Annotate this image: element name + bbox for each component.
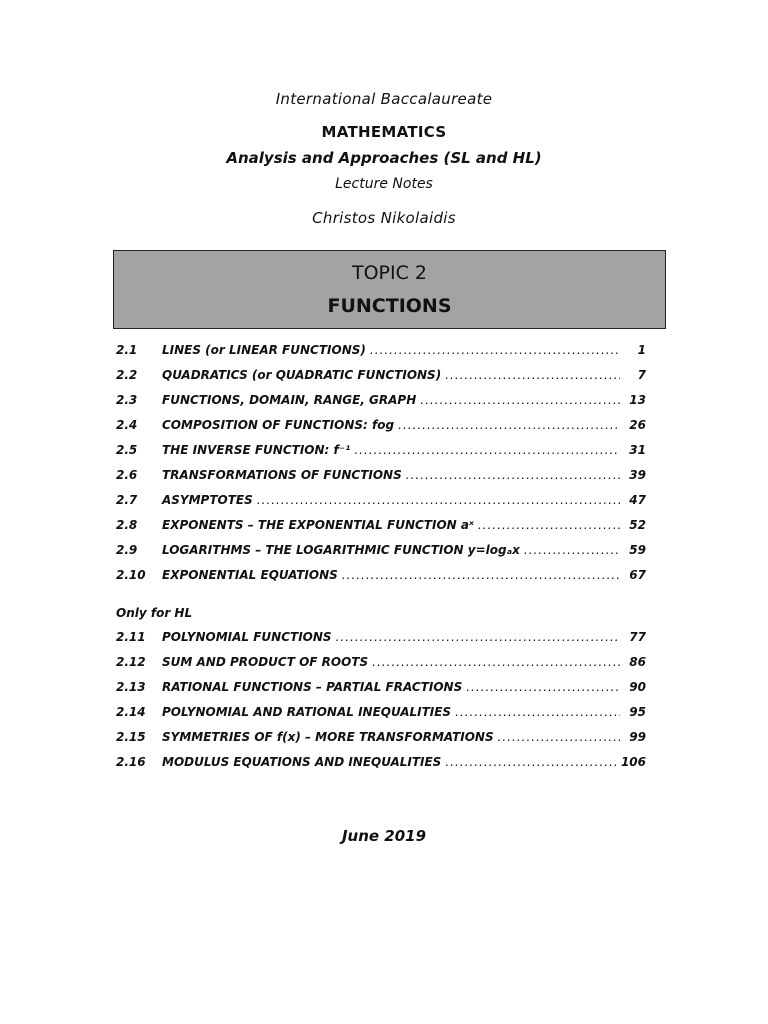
toc-entry-page: 26 (629, 418, 646, 432)
toc-entry-page: 52 (629, 518, 646, 532)
toc-entry[interactable] (116, 730, 646, 755)
toc-entry-number: 2.14 (116, 705, 146, 719)
topic-title: FUNCTIONS (327, 295, 452, 317)
topic-number: TOPIC 2 (351, 262, 428, 284)
toc-entry-number: 2.5 (116, 443, 138, 457)
toc-entry-number: 2.13 (116, 680, 146, 694)
toc-entry-title: POLYNOMIAL FUNCTIONS (162, 630, 332, 644)
toc-entry[interactable] (116, 655, 646, 680)
toc-entry-number: 2.10 (116, 568, 146, 582)
toc-entry[interactable] (116, 518, 646, 543)
subject-title: MATHEMATICS (321, 123, 447, 141)
toc-dot-leader (372, 655, 620, 669)
toc-entry-title: COMPOSITION OF FUNCTIONS: fog (162, 418, 395, 432)
toc-dot-leader (466, 680, 620, 694)
toc-dot-leader (398, 418, 620, 432)
toc-entry-page: 39 (629, 468, 646, 482)
toc-hl-heading (116, 593, 646, 630)
toc-entry[interactable] (116, 393, 646, 418)
toc-entry-title: EXPONENTS – THE EXPONENTIAL FUNCTION aˣ (162, 518, 474, 532)
toc-entry-title: SUM AND PRODUCT OF ROOTS (162, 655, 369, 669)
toc-entry-page: 99 (629, 730, 646, 744)
toc-dot-leader (354, 443, 620, 457)
toc-dot-leader (455, 705, 620, 719)
organization-title: International Baccalaureate (275, 90, 493, 108)
toc-entry-number: 2.4 (116, 418, 138, 432)
toc-entry-number: 2.12 (116, 655, 146, 669)
toc-entry-number: 2.16 (116, 755, 146, 769)
toc-entry-title: TRANSFORMATIONS OF FUNCTIONS (162, 468, 402, 482)
toc-entry[interactable] (116, 543, 646, 568)
toc-dot-leader (406, 468, 620, 482)
author-name: Christos Nikolaidis (312, 209, 456, 227)
toc-entry-title: ASYMPTOTES (162, 493, 253, 507)
toc-entry-title: LINES (or LINEAR FUNCTIONS) (162, 343, 366, 357)
toc-entry-number: 2.3 (116, 393, 138, 407)
toc-entry-page: 47 (629, 493, 646, 507)
toc-dot-leader (445, 368, 620, 382)
hl-label: Only for HL (116, 606, 193, 620)
toc-entry[interactable] (116, 468, 646, 493)
course-title: Analysis and Approaches (SL and HL) (226, 149, 542, 167)
toc-dot-leader (420, 393, 620, 407)
toc-entry-title: LOGARITHMS – THE LOGARITHMIC FUNCTION y=logₐx (162, 543, 520, 557)
toc-entry-page: 86 (629, 655, 646, 669)
toc-entry-title: QUADRATICS (or QUADRATIC FUNCTIONS) (162, 368, 442, 382)
toc-entry-page: 1 (637, 343, 646, 357)
toc-entry-title: POLYNOMIAL AND RATIONAL INEQUALITIES (162, 705, 452, 719)
toc-entry[interactable] (116, 368, 646, 393)
toc-dot-leader (478, 518, 620, 532)
toc-entry-page: 13 (629, 393, 646, 407)
toc-dot-leader (498, 730, 620, 744)
toc-entry[interactable] (116, 343, 646, 368)
toc-entry[interactable] (116, 630, 646, 655)
toc-entry[interactable] (116, 705, 646, 730)
toc-entry[interactable] (116, 443, 646, 468)
toc-entry-title: THE INVERSE FUNCTION: f⁻¹ (162, 443, 351, 457)
toc-dot-leader (370, 343, 620, 357)
toc-dot-leader (257, 493, 620, 507)
toc-entry[interactable] (116, 568, 646, 593)
document-type: Lecture Notes (335, 176, 433, 192)
publication-date: June 2019 (341, 827, 427, 845)
toc-entry-number: 2.11 (116, 630, 146, 644)
toc-entry-page: 31 (629, 443, 646, 457)
table-of-contents (116, 343, 646, 780)
toc-entry-page: 59 (629, 543, 646, 557)
toc-entry-page: 90 (629, 680, 646, 694)
toc-entry[interactable] (116, 493, 646, 518)
toc-entry-title: MODULUS EQUATIONS AND INEQUALITIES (162, 755, 442, 769)
toc-entry-number: 2.7 (116, 493, 138, 507)
topic-banner (113, 250, 666, 329)
toc-dot-leader (336, 630, 620, 644)
toc-entry-number: 2.8 (116, 518, 138, 532)
toc-entry-title: SYMMETRIES OF f(x) – MORE TRANSFORMATIONS (162, 730, 494, 744)
toc-entry-title: FUNCTIONS, DOMAIN, RANGE, GRAPH (162, 393, 417, 407)
toc-dot-leader (524, 543, 620, 557)
toc-entry-page: 95 (629, 705, 646, 719)
toc-main-section (116, 343, 646, 593)
toc-entry[interactable] (116, 680, 646, 705)
toc-entry-page: 7 (637, 368, 646, 382)
toc-dot-leader (342, 568, 620, 582)
toc-entry-number: 2.1 (116, 343, 138, 357)
toc-entry-number: 2.6 (116, 468, 138, 482)
toc-entry-title: EXPONENTIAL EQUATIONS (162, 568, 338, 582)
toc-entry-number: 2.2 (116, 368, 138, 382)
toc-entry-title: RATIONAL FUNCTIONS – PARTIAL FRACTIONS (162, 680, 463, 694)
toc-entry[interactable] (116, 755, 646, 780)
toc-entry-page: 77 (629, 630, 646, 644)
toc-entry-page: 106 (620, 755, 646, 769)
toc-dot-leader (445, 755, 617, 769)
toc-entry[interactable] (116, 418, 646, 443)
toc-hl-section (116, 630, 646, 780)
toc-entry-number: 2.9 (116, 543, 138, 557)
toc-entry-number: 2.15 (116, 730, 146, 744)
toc-entry-page: 67 (629, 568, 646, 582)
